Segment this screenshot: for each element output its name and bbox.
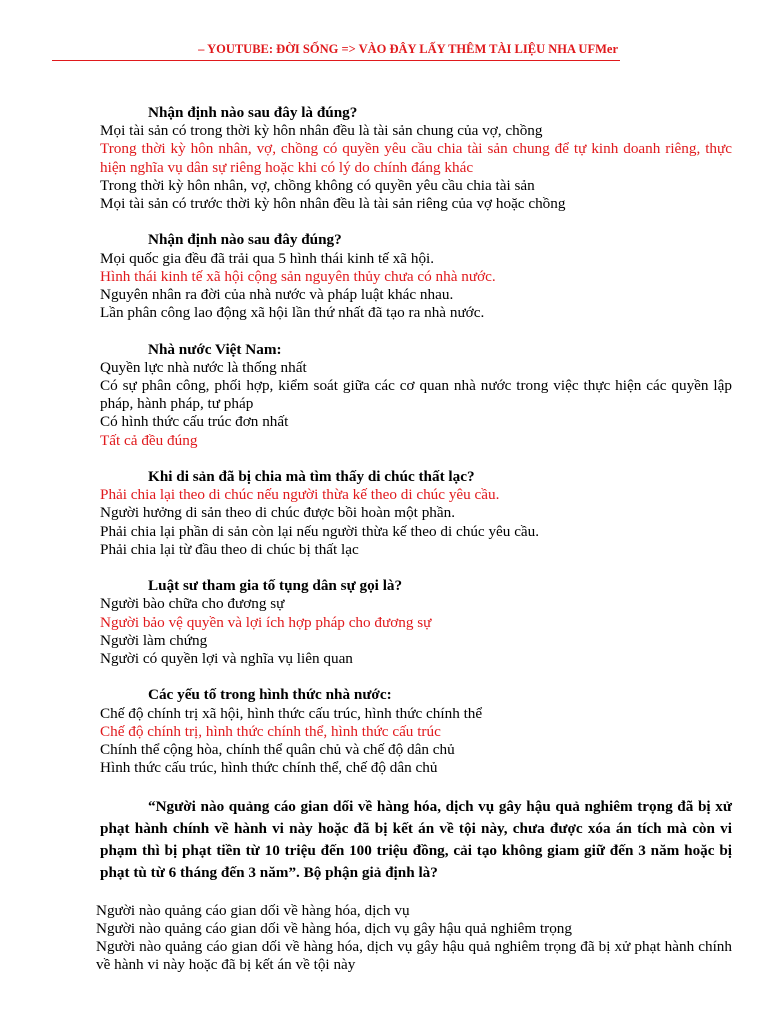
long-question-title: “Người nào quảng cáo gian dối về hàng hóa, dịch vụ gây hậu quả nghiêm trọng đã bị xử phạt hành chính về hành vi này hoặc đã bị kết án về tội này, chưa được xóa án tích mà còn vi phạm thì bị phạt tiền từ 10 triệu đến 100 triệu đồng, cải tạo không giam giữ đến 3 năm hoặc bị phạt tù từ 6 tháng đến 3 năm”. Bộ phận giả định là?: [100, 797, 732, 881]
document-content: [96, 104, 732, 974]
spacer: [100, 322, 732, 340]
question-title: Các yếu tố trong hình thức nhà nước:: [148, 686, 392, 704]
answer-option: Mọi tài sản có trước thời kỳ hôn nhân đều là tài sản riêng của vợ hoặc chồng: [100, 195, 566, 213]
question-title: Nhà nước Việt Nam:: [148, 340, 282, 358]
answer-option-correct: Chế độ chính trị, hình thức chính thể, hình thức cấu trúc: [100, 722, 441, 740]
answer-option: Người nào quảng cáo gian dối về hàng hóa, dịch vụ: [96, 901, 410, 919]
spacer: [100, 777, 732, 795]
question-block: [100, 341, 732, 450]
answer-option: Người có quyền lợi và nghĩa vụ liên quan: [100, 650, 353, 668]
long-question-options: [96, 902, 732, 975]
question-block: [100, 577, 732, 668]
answer-option: Có hình thức cấu trúc đơn nhất: [100, 413, 289, 431]
spacer: [100, 668, 732, 686]
answer-option: Mọi quốc gia đều đã trải qua 5 hình thái kinh tế xã hội.: [100, 249, 435, 267]
question-block: [100, 231, 732, 322]
answer-option-correct: Phải chia lại theo di chúc nếu người thừa kế theo di chúc yêu cầu.: [100, 486, 500, 504]
answer-option: Có sự phân công, phối hợp, kiểm soát giữa các cơ quan nhà nước trong việc thực hiện các quyền lập pháp, hành pháp, tư pháp: [100, 377, 732, 413]
answer-option: Người hưởng di sản theo di chúc được bồi hoàn một phần.: [100, 504, 456, 522]
spacer: [100, 559, 732, 577]
question-title: Nhận định nào sau đây là đúng?: [148, 104, 358, 121]
answer-option-correct: Tất cả đều đúng: [100, 431, 198, 449]
answer-option: Lần phân công lao động xã hội lần thứ nhất đã tạo ra nhà nước.: [100, 304, 485, 322]
question-title: Khi di sản đã bị chia mà tìm thấy di chúc thất lạc?: [148, 468, 475, 486]
spacer: [100, 213, 732, 231]
header-text: – YOUTUBE: ĐỜI SỐNG => VÀO ĐÂY LẤY THÊM TÀI LIỆU NHA UFMer: [198, 42, 618, 56]
answer-option: Trong thời kỳ hôn nhân, vợ, chồng không có quyền yêu cầu chia tài sản: [100, 176, 535, 194]
question-block: [100, 468, 732, 559]
answer-option: Chế độ chính trị xã hội, hình thức cấu trúc, hình thức chính thể: [100, 704, 483, 722]
long-question-block: [96, 796, 732, 975]
answer-option: Phải chia lại từ đầu theo di chúc bị thất lạc: [100, 540, 359, 558]
answer-option-correct: Hình thái kinh tế xã hội cộng sản nguyên thủy chưa có nhà nước.: [100, 267, 496, 285]
answer-option: Người nào quảng cáo gian dối về hàng hóa, dịch vụ gây hậu quả nghiêm trọng đã bị xử phạt hành chính về hành vi này hoặc đã bị kết án về tội này: [96, 938, 732, 974]
question-title: Luật sư tham gia tố tụng dân sự gọi là?: [148, 577, 403, 595]
answer-option: Người bào chữa cho đương sự: [100, 595, 285, 613]
question-list: [100, 104, 732, 796]
answer-option-correct: Trong thời kỳ hôn nhân, vợ, chồng có quyền yêu cầu chia tài sản chung để tự kinh doanh riêng, thực hiện nghĩa vụ dân sự riêng hoặc khi có lý do chính đáng khác: [100, 140, 732, 176]
answer-option: Phải chia lại phần di sản còn lại nếu người thừa kế theo di chúc yêu cầu.: [100, 522, 540, 540]
answer-option: Người làm chứng: [100, 631, 208, 649]
answer-option: Chính thể cộng hòa, chính thể quân chủ và chế độ dân chủ: [100, 741, 455, 759]
answer-option-correct: Người bảo vệ quyền và lợi ích hợp pháp cho đương sự: [100, 613, 432, 631]
spacer: [100, 450, 732, 468]
question-block: [100, 104, 732, 213]
answer-option: Hình thức cấu trúc, hình thức chính thể, chế độ dân chủ: [100, 759, 438, 777]
answer-option: Nguyên nhân ra đời của nhà nước và pháp luật khác nhau.: [100, 286, 454, 304]
question-block: [100, 686, 732, 777]
answer-option: Người nào quảng cáo gian dối về hàng hóa, dịch vụ gây hậu quả nghiêm trọng: [96, 919, 572, 937]
question-title: Nhận định nào sau đây đúng?: [148, 231, 342, 249]
answer-option: Quyền lực nhà nước là thống nhất: [100, 358, 307, 376]
header-banner[interactable]: [52, 42, 620, 61]
answer-option: Mọi tài sản có trong thời kỳ hôn nhân đều là tài sản chung của vợ, chồng: [100, 122, 543, 140]
